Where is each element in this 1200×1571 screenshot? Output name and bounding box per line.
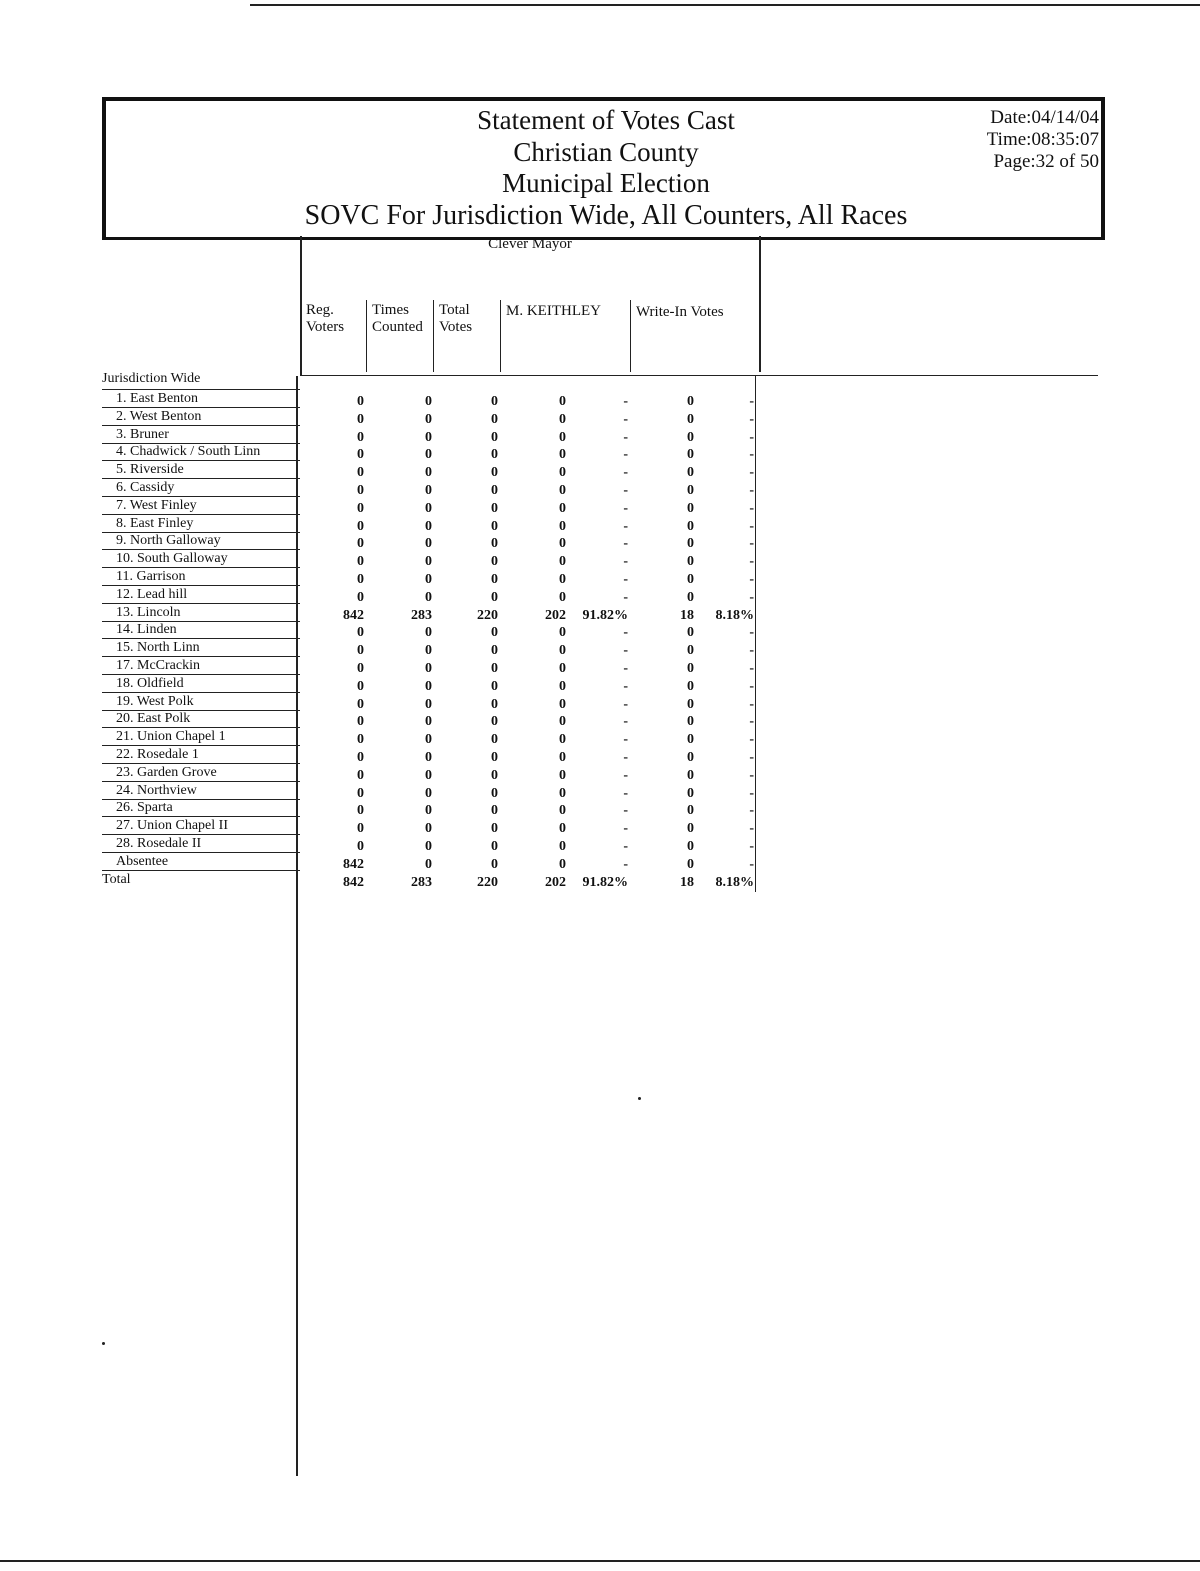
write-in-percent-cell: - [749, 483, 754, 498]
reg-voters-cell: 0 [357, 411, 364, 427]
row-label-text: 22. Rosedale 1 [116, 747, 199, 762]
total-votes-cell: 0 [491, 589, 498, 605]
title-line-3: Municipal Election [502, 168, 710, 198]
write-in-votes-cell: 0 [687, 767, 694, 783]
write-in-votes-cell: 0 [687, 696, 694, 712]
precinct-label [102, 728, 300, 746]
total-votes-cell: 0 [491, 661, 498, 676]
total-votes-cell: 0 [491, 696, 498, 712]
times-counted-cell: 0 [425, 856, 432, 872]
total-votes-cell: 0 [491, 465, 498, 481]
candidate-percent-cell: - [623, 429, 628, 445]
reg-voters-cell: 0 [357, 732, 364, 748]
row-label-text: 2. West Benton [116, 408, 202, 424]
times-counted-cell: 0 [425, 839, 432, 854]
row-label-text: 6. Cassidy [116, 480, 175, 495]
total-votes-cell: 0 [491, 732, 498, 748]
total-votes-cell: 0 [491, 750, 498, 765]
col-head-line: Votes [439, 319, 473, 335]
candidate-percent-cell: - [623, 447, 628, 463]
reg-voters-cell: 0 [357, 589, 364, 605]
times-counted-cell: 0 [425, 429, 432, 445]
reg-voters-cell: 0 [357, 572, 364, 587]
candidate-votes-cell: 0 [559, 856, 566, 872]
precinct-label [102, 426, 300, 444]
candidate-percent-cell: - [623, 500, 628, 516]
times-counted-cell: 0 [425, 714, 432, 730]
write-in-percent-cell: - [749, 625, 754, 641]
write-in-votes-cell: 0 [687, 589, 694, 605]
candidate-percent-cell: - [623, 394, 628, 409]
write-in-percent-cell: - [749, 856, 754, 872]
reg-voters-cell: 0 [357, 785, 364, 801]
candidate-percent-cell: - [623, 411, 628, 427]
reg-voters-cell: 0 [357, 500, 364, 516]
total-votes-cell: 0 [491, 643, 498, 659]
times-counted-cell: 0 [425, 821, 432, 837]
precinct-label [102, 764, 300, 782]
row-label-text: 26. Sparta [116, 800, 173, 816]
write-in-votes-cell: 0 [687, 572, 694, 587]
write-in-percent-cell: - [749, 785, 754, 801]
row-label-text: 15. North Linn [116, 640, 200, 656]
row-label-text: 28. Rosedale II [116, 836, 202, 851]
col-head-write-in: Write-In Votes [636, 304, 724, 320]
row-label-text: 9. North Galloway [116, 533, 221, 549]
write-in-percent-cell: - [749, 500, 754, 516]
precinct-label [102, 479, 300, 497]
row-label-text: 13. Lincoln [116, 604, 181, 620]
times-counted-cell: 0 [425, 500, 432, 516]
report-header [102, 97, 1105, 240]
row-label-text: 14. Linden [116, 622, 177, 638]
times-counted-cell: 0 [425, 554, 432, 570]
total-votes-cell: 0 [491, 429, 498, 445]
reg-voters-cell: 0 [357, 625, 364, 641]
write-in-votes-cell: 0 [687, 554, 694, 570]
row-label-text: 11. Garrison [116, 569, 186, 584]
report-page: Page:32 of 50 [993, 151, 1099, 172]
write-in-percent-cell: - [749, 411, 754, 427]
precinct-label [102, 550, 300, 568]
write-in-percent-cell: - [749, 447, 754, 463]
write-in-votes-cell: 0 [687, 750, 694, 765]
write-in-percent-cell: - [749, 678, 754, 694]
write-in-percent-cell: - [749, 518, 754, 534]
total-votes-cell: 0 [491, 394, 498, 409]
candidate-percent-cell: - [623, 678, 628, 694]
candidate-percent-cell: - [623, 661, 628, 676]
candidate-votes-cell: 0 [559, 483, 566, 498]
times-counted-cell: 0 [425, 572, 432, 587]
write-in-percent-cell: - [749, 750, 754, 765]
candidate-votes-cell: 0 [559, 518, 566, 534]
row-label-text: 10. South Galloway [116, 551, 228, 567]
times-counted-cell: 283 [411, 874, 432, 890]
times-counted-cell: 0 [425, 661, 432, 676]
candidate-votes-cell: 0 [559, 714, 566, 730]
reg-voters-cell: 842 [343, 607, 364, 623]
times-counted-cell: 0 [425, 803, 432, 819]
times-counted-cell: 0 [425, 518, 432, 534]
precinct-label [102, 746, 300, 764]
times-counted-cell: 0 [425, 678, 432, 694]
row-label-text: 12. Lead hill [116, 586, 188, 602]
total-votes-cell: 220 [477, 607, 498, 623]
reg-voters-cell: 0 [357, 447, 364, 463]
write-in-votes-cell: 18 [680, 874, 694, 890]
candidate-votes-cell: 0 [559, 589, 566, 605]
scan-speck [102, 1342, 105, 1345]
total-votes-cell: 0 [491, 536, 498, 552]
row-label-text: 8. East Finley [116, 515, 194, 531]
total-votes-cell: 0 [491, 483, 498, 498]
write-in-votes-cell: 0 [687, 661, 694, 676]
candidate-percent-cell: - [623, 821, 628, 837]
title-line-2: Christian County [513, 136, 699, 167]
precinct-label [102, 657, 300, 675]
col-head-line: Counted [372, 319, 423, 335]
write-in-percent-cell: - [749, 429, 754, 445]
precinct-label [102, 835, 300, 853]
candidate-votes-cell: 0 [559, 572, 566, 587]
row-label-text: 21. Union Chapel 1 [116, 729, 226, 745]
candidate-percent-cell: - [623, 625, 628, 641]
reg-voters-cell: 0 [357, 643, 364, 659]
race-title: Clever Mayor [488, 236, 572, 252]
row-label-text: 27. Union Chapel II [116, 818, 228, 834]
candidate-percent-cell: - [623, 767, 628, 783]
candidate-percent-cell: - [623, 839, 628, 854]
scan-edge-top [250, 4, 1200, 6]
write-in-votes-cell: 0 [687, 625, 694, 641]
candidate-votes-cell: 0 [559, 536, 566, 552]
candidate-votes-cell: 0 [559, 696, 566, 712]
reg-voters-cell: 0 [357, 394, 364, 409]
precinct-label [102, 639, 300, 657]
col-head-line: Voters [306, 319, 345, 335]
col-head-line: Reg. [306, 302, 334, 318]
candidate-percent-cell: - [623, 554, 628, 570]
total-row-label [102, 871, 300, 888]
total-votes-cell: 0 [491, 411, 498, 427]
write-in-votes-cell: 0 [687, 785, 694, 801]
write-in-percent-cell: - [749, 696, 754, 712]
total-votes-cell: 0 [491, 839, 498, 854]
write-in-votes-cell: 0 [687, 856, 694, 872]
col-head-total-votes [439, 302, 472, 336]
candidate-percent-cell: - [623, 732, 628, 748]
write-in-votes-cell: 0 [687, 714, 694, 730]
candidate-votes-cell: 202 [545, 607, 566, 623]
total-votes-cell: 0 [491, 803, 498, 819]
col-head-reg-voters [306, 302, 344, 336]
report-date: Date:04/14/04 [990, 107, 1099, 128]
candidate-votes-cell: 0 [559, 447, 566, 463]
write-in-percent-cell: - [749, 589, 754, 605]
reg-voters-cell: 0 [357, 518, 364, 534]
write-in-percent-cell: - [749, 465, 754, 481]
times-counted-cell: 0 [425, 411, 432, 427]
reg-voters-cell: 0 [357, 429, 364, 445]
report-meta [987, 107, 1099, 173]
header-underline [300, 375, 1098, 376]
precinct-label [102, 568, 300, 586]
candidate-percent-cell: - [623, 589, 628, 605]
total-votes-cell: 0 [491, 821, 498, 837]
times-counted-cell: 0 [425, 394, 432, 409]
total-votes-cell: 0 [491, 518, 498, 534]
col-head-line: Times [372, 302, 409, 318]
row-label-text: 7. West Finley [116, 497, 197, 513]
section-label: Jurisdiction Wide [102, 371, 201, 386]
candidate-votes-cell: 0 [559, 803, 566, 819]
times-counted-cell: 0 [425, 483, 432, 498]
candidate-percent-cell: - [623, 785, 628, 801]
candidate-percent-cell: - [623, 536, 628, 552]
write-in-votes-cell: 0 [687, 500, 694, 516]
candidate-votes-cell: 0 [559, 767, 566, 783]
write-in-percent-cell: - [749, 732, 754, 748]
reg-voters-cell: 0 [357, 767, 364, 783]
write-in-votes-cell: 0 [687, 821, 694, 837]
write-in-percent-cell: - [749, 714, 754, 730]
candidate-votes-cell: 0 [559, 785, 566, 801]
total-votes-cell: 0 [491, 678, 498, 694]
total-votes-cell: 0 [491, 785, 498, 801]
candidate-percent-cell: - [623, 803, 628, 819]
total-votes-cell: 0 [491, 767, 498, 783]
times-counted-cell: 0 [425, 589, 432, 605]
write-in-votes-cell: 0 [687, 839, 694, 854]
precinct-label [102, 461, 300, 479]
candidate-votes-cell: 0 [559, 643, 566, 659]
times-counted-cell: 0 [425, 696, 432, 712]
times-counted-cell: 0 [425, 465, 432, 481]
candidate-percent-cell: - [623, 750, 628, 765]
candidate-percent-cell: - [623, 572, 628, 587]
report-title [106, 105, 1106, 231]
precinct-label [102, 621, 300, 639]
write-in-percent-cell: - [749, 839, 754, 854]
total-votes-cell: 0 [491, 572, 498, 587]
times-counted-cell: 0 [425, 732, 432, 748]
candidate-votes-cell: 0 [559, 500, 566, 516]
row-label-text: Total [102, 871, 131, 887]
write-in-votes-cell: 0 [687, 536, 694, 552]
column-rule [755, 376, 756, 892]
total-votes-cell: 0 [491, 714, 498, 730]
times-counted-cell: 0 [425, 643, 432, 659]
candidate-votes-cell: 0 [559, 821, 566, 837]
write-in-votes-cell: 0 [687, 394, 694, 409]
reg-voters-cell: 0 [357, 661, 364, 676]
write-in-votes-cell: 18 [680, 607, 694, 623]
write-in-votes-cell: 0 [687, 643, 694, 659]
title-line-1: Statement of Votes Cast [477, 105, 735, 135]
candidate-percent-cell: - [623, 518, 628, 534]
candidate-percent-cell: - [623, 483, 628, 498]
precinct-label [102, 799, 300, 817]
candidate-votes-cell: 0 [559, 465, 566, 481]
reg-voters-cell: 0 [357, 678, 364, 694]
total-votes-cell: 0 [491, 856, 498, 872]
times-counted-cell: 0 [425, 750, 432, 765]
candidate-percent-cell: - [623, 714, 628, 730]
candidate-percent-cell: - [623, 696, 628, 712]
write-in-votes-cell: 0 [687, 678, 694, 694]
write-in-percent-cell: - [749, 572, 754, 587]
reg-voters-cell: 0 [357, 536, 364, 552]
row-label-text: 19. West Polk [116, 693, 194, 709]
title-line-4: SOVC For Jurisdiction Wide, All Counters, All Races [304, 199, 908, 231]
column-rule [759, 236, 761, 372]
reg-voters-cell: 0 [357, 696, 364, 712]
times-counted-cell: 0 [425, 785, 432, 801]
write-in-votes-cell: 0 [687, 483, 694, 498]
write-in-votes-cell: 0 [687, 732, 694, 748]
write-in-percent-cell: - [749, 536, 754, 552]
precinct-label [102, 532, 300, 550]
row-label-text: 1. East Benton [116, 391, 199, 406]
scan-edge-bottom [0, 1560, 1200, 1562]
times-counted-cell: 0 [425, 625, 432, 641]
write-in-votes-cell: 0 [687, 429, 694, 445]
reg-voters-cell: 0 [357, 803, 364, 819]
row-label-text: 18. Oldfield [116, 675, 184, 691]
total-votes-cell: 0 [491, 500, 498, 516]
candidate-votes-cell: 0 [559, 750, 566, 765]
row-label-text: 5. Riverside [116, 462, 184, 478]
column-rule [300, 236, 302, 376]
row-label-text: Absentee [116, 853, 169, 869]
candidate-votes-cell: 0 [559, 661, 566, 676]
column-rule [630, 300, 631, 372]
total-votes-cell: 220 [477, 874, 498, 890]
reg-voters-cell: 842 [343, 874, 364, 890]
candidate-percent-cell: - [623, 465, 628, 481]
candidate-percent-cell: 91.82% [582, 607, 628, 623]
precinct-label [102, 604, 300, 622]
write-in-percent-cell: - [749, 661, 754, 676]
write-in-percent-cell: 8.18% [715, 874, 754, 890]
write-in-percent-cell: - [749, 394, 754, 409]
total-votes-cell: 0 [491, 625, 498, 641]
candidate-votes-cell: 0 [559, 678, 566, 694]
candidate-votes-cell: 0 [559, 394, 566, 409]
total-votes-cell: 0 [491, 447, 498, 463]
reg-voters-cell: 0 [357, 821, 364, 837]
write-in-percent-cell: - [749, 554, 754, 570]
precinct-label [102, 693, 300, 711]
precinct-label [102, 586, 300, 604]
reg-voters-cell: 842 [343, 856, 364, 872]
write-in-percent-cell: - [749, 767, 754, 783]
precinct-label [102, 675, 300, 693]
candidate-percent-cell: - [623, 643, 628, 659]
write-in-votes-cell: 0 [687, 411, 694, 427]
col-head-times-counted [372, 302, 423, 336]
reg-voters-cell: 0 [357, 483, 364, 498]
precinct-label [102, 782, 300, 800]
row-label-text: 4. Chadwick / South Linn [116, 444, 261, 460]
candidate-votes-cell: 202 [545, 874, 566, 890]
row-label-text: 20. East Polk [116, 711, 191, 727]
candidate-votes-cell: 0 [559, 411, 566, 427]
candidate-votes-cell: 0 [559, 429, 566, 445]
column-rule [500, 300, 501, 372]
column-rule [433, 300, 434, 372]
times-counted-cell: 0 [425, 767, 432, 783]
report-time: Time:08:35:07 [986, 129, 1099, 150]
times-counted-cell: 283 [411, 607, 432, 623]
candidate-votes-cell: 0 [559, 554, 566, 570]
candidate-votes-cell: 0 [559, 625, 566, 641]
reg-voters-cell: 0 [357, 750, 364, 765]
scan-speck [638, 1097, 641, 1100]
reg-voters-cell: 0 [357, 465, 364, 481]
reg-voters-cell: 0 [357, 554, 364, 570]
write-in-percent-cell: - [749, 821, 754, 837]
precinct-label [102, 853, 300, 871]
precinct-label [102, 408, 300, 426]
write-in-percent-cell: - [749, 643, 754, 659]
precinct-label [102, 390, 300, 408]
col-head-line: Total [439, 302, 470, 318]
precinct-label [102, 515, 300, 533]
write-in-percent-cell: 8.18% [715, 607, 754, 623]
precinct-label [102, 710, 300, 728]
times-counted-cell: 0 [425, 447, 432, 463]
row-label-text: 17. McCrackin [116, 658, 200, 673]
precinct-label [102, 817, 300, 835]
row-label-text: 24. Northview [116, 782, 197, 798]
write-in-votes-cell: 0 [687, 465, 694, 481]
precinct-label [102, 497, 300, 515]
write-in-percent-cell: - [749, 803, 754, 819]
candidate-votes-cell: 0 [559, 839, 566, 854]
precinct-label [102, 443, 300, 461]
candidate-percent-cell: - [623, 856, 628, 872]
times-counted-cell: 0 [425, 536, 432, 552]
reg-voters-cell: 0 [357, 839, 364, 854]
write-in-votes-cell: 0 [687, 803, 694, 819]
total-votes-cell: 0 [491, 554, 498, 570]
col-head-candidate: M. KEITHLEY [506, 303, 601, 319]
row-label-text: 23. Garden Grove [116, 764, 217, 780]
reg-voters-cell: 0 [357, 714, 364, 730]
candidate-percent-cell: 91.82% [582, 874, 628, 890]
write-in-votes-cell: 0 [687, 518, 694, 534]
write-in-votes-cell: 0 [687, 447, 694, 463]
column-rule [366, 300, 367, 372]
candidate-votes-cell: 0 [559, 732, 566, 748]
row-label-text: 3. Bruner [116, 426, 169, 442]
